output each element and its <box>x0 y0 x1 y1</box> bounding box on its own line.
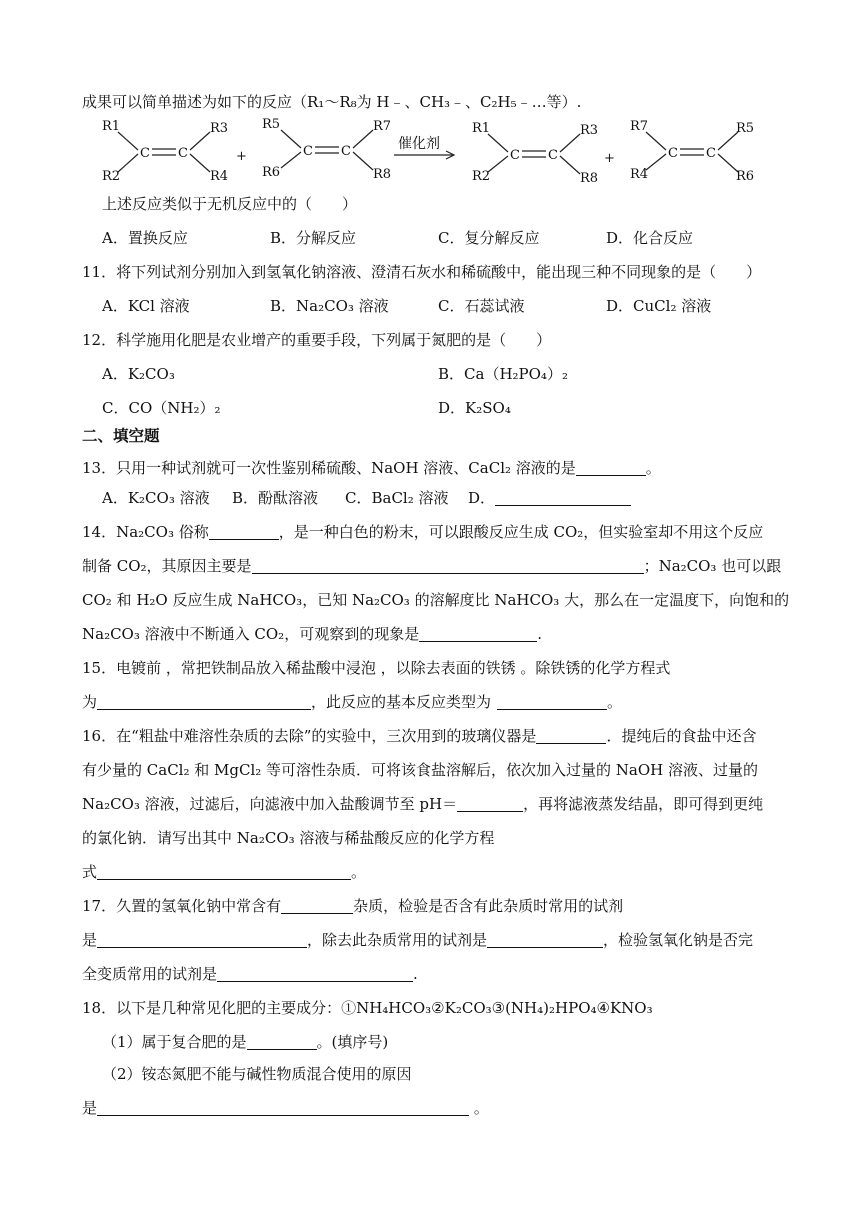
q14-l4a: Na₂CO₃ 溶液中不断通入 CO₂，可观察到的现象是 <box>82 625 420 643</box>
reaction-scheme <box>96 116 756 192</box>
q13-option-a[interactable]: A．K₂CO₃ 溶液 <box>102 489 210 507</box>
q13-text: 13．只用一种试剂就可一次性鉴别稀硫酸、NaOH 溶液、CaCl₂ 溶液的是 <box>82 459 576 477</box>
q18-s1a: （1）属于复合肥的是 <box>102 1033 247 1051</box>
q15-l2c: 。 <box>607 693 623 711</box>
q17-blank-4[interactable] <box>217 965 413 982</box>
m2-c2: C <box>341 144 351 159</box>
p1-c1: C <box>510 148 520 163</box>
p1-c2: C <box>548 148 558 163</box>
q10-option-c[interactable]: C．复分解反应 <box>438 229 540 247</box>
q15-line-1: 15．电镀前 ，常把铁制品放入稀盐酸中浸泡 ，以除去表面的铁锈 。除铁锈的化学方程式 <box>82 659 671 677</box>
m2-r8: R8 <box>373 167 392 182</box>
m2-r7: R7 <box>373 119 392 134</box>
q17-line-1 <box>82 896 623 916</box>
q14-blank-1[interactable] <box>209 523 279 540</box>
q18-s3b: 。 <box>469 1099 489 1117</box>
q18-sub-2: （2）铵态氮肥不能与碱性物质混合使用的原因 <box>102 1065 412 1083</box>
q15-line-2 <box>82 692 622 712</box>
p1-r3: R3 <box>580 123 599 138</box>
q14-blank-2[interactable] <box>252 557 644 574</box>
p1-r2: R2 <box>472 169 491 184</box>
q10-option-d[interactable]: D．化合反应 <box>606 229 694 247</box>
p2-r5: R5 <box>736 121 755 136</box>
intro-lead: 成果可以简单描述为如下的反应（ <box>82 93 308 111</box>
q17-line-3 <box>82 964 418 984</box>
q13-option-d-blank[interactable] <box>495 489 631 506</box>
p2-c1: C <box>668 146 678 161</box>
q13-option-d[interactable] <box>468 488 631 508</box>
q18-line-1: 18．以下是几种常见化肥的主要成分：①NH₄HCO₃②K₂CO₃③(NH₄)₂HPO₄④KNO₃ <box>82 999 653 1017</box>
m1-r3: R3 <box>210 121 229 136</box>
q16-blank-1[interactable] <box>536 727 606 744</box>
q16-l5a: 式 <box>82 863 98 881</box>
section-heading-fill-blank: 二、填空题 <box>82 427 160 445</box>
q15-blank-equation[interactable] <box>97 693 311 710</box>
q11-option-c[interactable]: C．石蕊试液 <box>438 297 525 315</box>
q16-line-4: 的氯化钠．请写出其中 Na₂CO₃ 溶液与稀盐酸反应的化学方程 <box>82 829 495 847</box>
q16-l1a: 16．在“粗盐中难溶性杂质的去除”的实验中，三次用到的玻璃仪器是 <box>82 727 537 745</box>
q18-blank-1[interactable] <box>247 1033 317 1050</box>
p2-r4: R4 <box>630 167 649 182</box>
m1-r2: R2 <box>102 169 121 184</box>
q13-option-c[interactable]: C．BaCl₂ 溶液 <box>345 489 449 507</box>
q12-option-c[interactable]: C．CO（NH₂）₂ <box>102 399 221 417</box>
q16-l5b: 。 <box>351 863 367 881</box>
q17-blank-3[interactable] <box>487 931 603 948</box>
catalyst-label: 催化剂 <box>398 136 440 152</box>
m1-r4: R4 <box>210 169 229 184</box>
q17-l1a: 17．久置的氢氧化钠中常含有 <box>82 897 282 915</box>
intro-line <box>82 92 581 112</box>
q15-blank-type[interactable] <box>497 693 607 710</box>
q13-option-b[interactable]: B．酚酞溶液 <box>232 489 319 507</box>
q18-blank-2[interactable] <box>97 1099 469 1116</box>
plus-2: + <box>604 151 615 166</box>
q17-l2a: 是 <box>82 931 98 949</box>
q16-line-3 <box>82 794 763 814</box>
plus-1: + <box>236 149 247 164</box>
q13-end: 。 <box>645 459 661 477</box>
q14-l2a: 制备 CO₂，其原因主要是 <box>82 557 252 575</box>
q13-answer-blank[interactable] <box>576 459 646 476</box>
q14-l1a: 14．Na₂CO₃ 俗称 <box>82 523 209 541</box>
q13-question <box>82 458 661 478</box>
q16-line-5 <box>82 862 366 882</box>
q17-l3b: . <box>413 965 418 983</box>
q11-option-b[interactable]: B．Na₂CO₃ 溶液 <box>270 297 389 315</box>
p1-r8: R8 <box>580 171 599 186</box>
q14-line-2 <box>82 556 781 576</box>
p1-r1: R1 <box>472 121 491 136</box>
q16-blank-2[interactable] <box>457 795 523 812</box>
q14-line-4 <box>82 624 542 644</box>
m1-r1: R1 <box>102 119 121 134</box>
q11-option-d[interactable]: D．CuCl₂ 溶液 <box>606 297 712 315</box>
q16-l3a: Na₂CO₃ 溶液，过滤后，向滤液中加入盐酸调节至 pH＝ <box>82 795 458 813</box>
q11-option-a[interactable]: A．KCl 溶液 <box>102 297 190 315</box>
q16-l3b: ，再将滤液蒸发结晶，即可得到更纯 <box>523 795 764 813</box>
q17-blank-1[interactable] <box>281 897 353 914</box>
q12-question: 12．科学施用化肥是农业增产的重要手段，下列属于氮肥的是（ ） <box>82 331 552 349</box>
p2-c2: C <box>706 146 716 161</box>
m2-c1: C <box>303 144 313 159</box>
intro-r-range: R₁～R₈为 H﹣、CH₃﹣、C₂H₅﹣…等）. <box>307 93 582 111</box>
q13-option-d-label: D． <box>468 489 496 507</box>
q16-line-1 <box>82 726 756 746</box>
q14-blank-3[interactable] <box>419 625 537 642</box>
q12-option-d[interactable]: D．K₂SO₄ <box>438 399 511 417</box>
q17-blank-2[interactable] <box>97 931 307 948</box>
q17-l2c: ，检验氢氧化钠是否完 <box>603 931 754 949</box>
q14-line-1 <box>82 522 763 542</box>
q15-l2b: ，此反应的基本反应类型为 <box>311 693 492 711</box>
m1-c2: C <box>178 146 188 161</box>
q16-l1b: ．提纯后的食盐中还含 <box>606 727 757 745</box>
q17-l2b: ，除去此杂质常用的试剂是 <box>307 931 488 949</box>
m2-r5: R5 <box>262 117 281 132</box>
m2-r6: R6 <box>262 165 281 180</box>
q18-sub-1 <box>102 1032 388 1052</box>
q16-blank-3[interactable] <box>97 863 351 880</box>
p2-r7: R7 <box>630 119 649 134</box>
q10-question: 上述反应类似于无机反应中的（ ） <box>102 195 358 213</box>
q16-line-2: 有少量的 CaCl₂ 和 MgCl₂ 等可溶性杂质．可将该食盐溶解后，依次加入过量的 NaOH 溶液、过量的 <box>82 761 759 779</box>
p2-r6: R6 <box>736 169 755 184</box>
q17-line-2 <box>82 930 753 950</box>
q18-s1b: 。(填序号) <box>316 1033 389 1051</box>
q18-line-answer <box>82 1098 489 1118</box>
q14-line-3: CO₂ 和 H₂O 反应生成 NaHCO₃，已知 Na₂CO₃ 的溶解度比 NaHCO₃ 大，那么在一定温度下，向饱和的 <box>82 591 790 609</box>
q17-l1b: 杂质，检验是否含有此杂质时常用的试剂 <box>353 897 624 915</box>
q10-option-b[interactable]: B．分解反应 <box>270 229 357 247</box>
q17-l3a: 全变质常用的试剂是 <box>82 965 218 983</box>
q14-l1b: ，是一种白色的粉末，可以跟酸反应生成 CO₂，但实验室却不用这个反应 <box>278 523 764 541</box>
q18-s3a: 是 <box>82 1099 98 1117</box>
q12-option-b[interactable]: B．Ca（H₂PO₄）₂ <box>438 365 568 383</box>
q12-option-a[interactable]: A．K₂CO₃ <box>102 365 175 383</box>
m1-c1: C <box>140 146 150 161</box>
q11-question: 11．将下列试剂分别加入到氢氧化钠溶液、澄清石灰水和稀硫酸中，能出现三种不同现象的是（ ） <box>82 263 762 281</box>
q14-l2b: ；Na₂CO₃ 也可以跟 <box>643 557 782 575</box>
q14-l4b: . <box>537 625 542 643</box>
q15-l2a: 为 <box>82 693 98 711</box>
q10-option-a[interactable]: A．置换反应 <box>102 229 188 247</box>
